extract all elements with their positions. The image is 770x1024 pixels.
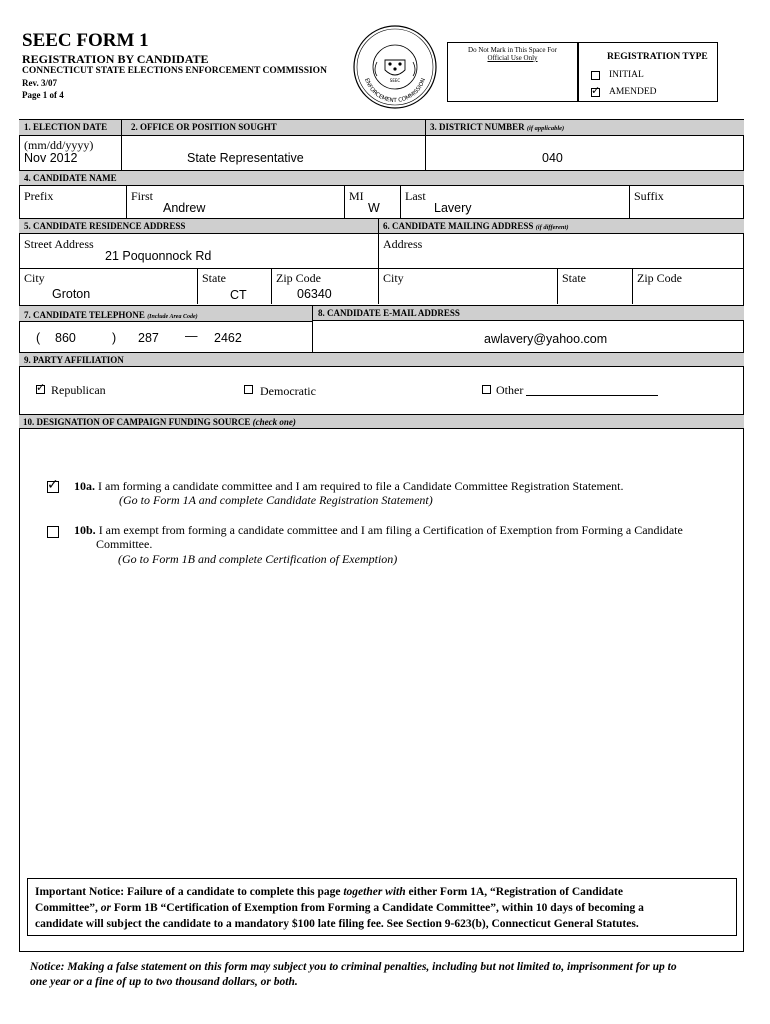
footer-notice-line2: one year or a fine of up to two thousand dollars, or both.	[30, 976, 298, 988]
agency-name: CONNECTICUT STATE ELECTIONS ENFORCEMENT COMMISSION	[22, 66, 327, 76]
section-1-3-header-bar	[19, 119, 744, 136]
phone-paren-close: )	[112, 331, 117, 345]
city-label: City	[24, 271, 45, 285]
amended-label: AMENDED	[609, 87, 657, 97]
last-name-label: Last	[405, 189, 426, 203]
mi-field[interactable]: W	[368, 201, 380, 215]
mailing-address-label: Address	[383, 237, 423, 251]
mailing-city-label: City	[383, 271, 404, 285]
form-title: SEEC FORM 1	[22, 30, 149, 51]
office-header: 2. OFFICE OR POSITION SOUGHT	[131, 122, 277, 132]
district-header: 3. DISTRICT NUMBER (if applicable)	[430, 122, 565, 132]
official-use-line2: Official Use Only	[487, 54, 538, 62]
district-field[interactable]: 040	[542, 151, 563, 165]
mailing-state-label: State	[562, 271, 586, 285]
email-field[interactable]: awlavery@yahoo.com	[484, 332, 608, 346]
phone-dash: —	[185, 329, 198, 343]
residence-address-header: 5. CANDIDATE RESIDENCE ADDRESS	[24, 221, 186, 231]
registration-type-box	[578, 42, 718, 102]
zip-field[interactable]: 06340	[297, 287, 332, 301]
telephone-header: 7. CANDIDATE TELEPHONE (Include Area Code)	[24, 310, 198, 320]
option-10a-check-icon: ✓	[47, 477, 59, 493]
funding-source-header: 10. DESIGNATION OF CAMPAIGN FUNDING SOURCE (check one)	[23, 417, 296, 427]
republican-label: Republican	[51, 383, 106, 397]
party-affiliation-header: 9. PARTY AFFILIATION	[24, 355, 124, 365]
option-10a-text: 10a. I am forming a candidate committee and I am required to file a Candidate Committee Registration Statement.	[74, 479, 624, 493]
prefix-label: Prefix	[24, 189, 54, 203]
option-10a-instruction: (Go to Form 1A and complete Candidate Registration Statement)	[119, 493, 433, 507]
democratic-checkbox[interactable]	[244, 385, 253, 394]
election-date-field[interactable]: Nov 2012	[24, 151, 78, 165]
candidate-name-header-bar	[19, 170, 744, 186]
candidate-name-header: 4. CANDIDATE NAME	[24, 173, 117, 183]
state-seal	[352, 24, 438, 110]
other-underline[interactable]	[526, 395, 658, 396]
phone-line-field[interactable]: 2462	[214, 331, 242, 345]
republican-check-icon: ✓	[36, 381, 46, 394]
revision-label: Rev. 3/07	[22, 78, 57, 88]
office-field[interactable]: State Representative	[187, 151, 304, 165]
seal-text-bottom: ENFORCEMENT COMMISSION	[363, 77, 427, 105]
mailing-address-header: 6. CANDIDATE MAILING ADDRESS (if different)	[383, 221, 569, 231]
first-name-field[interactable]: Andrew	[163, 201, 206, 215]
street-address-label: Street Address	[24, 237, 94, 251]
election-date-header: 1. ELECTION DATE	[24, 122, 108, 132]
initial-label: INITIAL	[609, 70, 644, 80]
suffix-label: Suffix	[634, 189, 664, 203]
democratic-label: Democratic	[260, 384, 316, 398]
city-field[interactable]: Groton	[52, 287, 91, 301]
option-10b-text: 10b. I am exempt from forming a candidate committee and I am filing a Certification of Exemption from Forming a Candidate	[74, 523, 683, 537]
important-notice-line3: candidate will subject the candidate to a mandatory $100 late filing fee. See Section 9-623(b), Connecticut General Statutes.	[35, 918, 639, 930]
last-name-field[interactable]: Lavery	[434, 201, 472, 215]
first-name-label: First	[131, 189, 154, 203]
registration-type-title: REGISTRATION TYPE	[607, 52, 708, 62]
mailing-zip-label: Zip Code	[637, 271, 682, 285]
email-header: 8. CANDIDATE E-MAIL ADDRESS	[318, 308, 460, 318]
option-10b-text-cont: Committee.	[96, 537, 153, 551]
phone-prefix-field[interactable]: 287	[138, 331, 159, 345]
option-10b-instruction: (Go to Form 1B and complete Certification of Exemption)	[118, 552, 398, 566]
important-notice-box	[27, 878, 737, 936]
important-notice-line1: Important Notice: Failure of a candidate to complete this page together with either Form 1A, “Registration of Candidate	[35, 886, 623, 898]
mi-label: MI	[349, 189, 364, 203]
funding-source-header-bar	[19, 414, 744, 429]
official-use-box	[447, 42, 578, 102]
form-subtitle: REGISTRATION BY CANDIDATE	[22, 52, 209, 66]
other-label: Other	[496, 383, 524, 397]
election-date-hint: (mm/dd/yyyy)	[24, 138, 94, 152]
important-notice-line2: Committee”, or Form 1B “Certification of Exemption from Forming a Candidate Committee”, within 10 days of becoming a	[35, 902, 644, 914]
party-affiliation-header-bar	[19, 352, 744, 367]
amended-check-icon: ✓	[591, 84, 601, 97]
phone-paren-open: (	[36, 331, 41, 345]
phone-area-code-field[interactable]: 860	[55, 331, 76, 345]
zip-label: Zip Code	[276, 271, 321, 285]
svg-text:SEEC: SEEC	[389, 78, 401, 83]
footer-notice-line1: Notice: Making a false statement on this form may subject you to criminal penalties, including but not limited to, imprisonment for up to	[30, 961, 677, 973]
official-use-line1: Do Not Mark in This Space For	[468, 46, 557, 54]
seal-text-top	[352, 24, 438, 26]
state-label: State	[202, 271, 226, 285]
page-number: Page 1 of 4	[22, 90, 64, 100]
footer-notice	[30, 960, 677, 990]
street-address-field[interactable]: 21 Poquonnock Rd	[105, 249, 212, 263]
state-field[interactable]: CT	[230, 288, 247, 302]
option-10b-checkbox[interactable]	[47, 526, 59, 538]
other-checkbox[interactable]	[482, 385, 491, 394]
initial-checkbox[interactable]	[591, 71, 600, 80]
